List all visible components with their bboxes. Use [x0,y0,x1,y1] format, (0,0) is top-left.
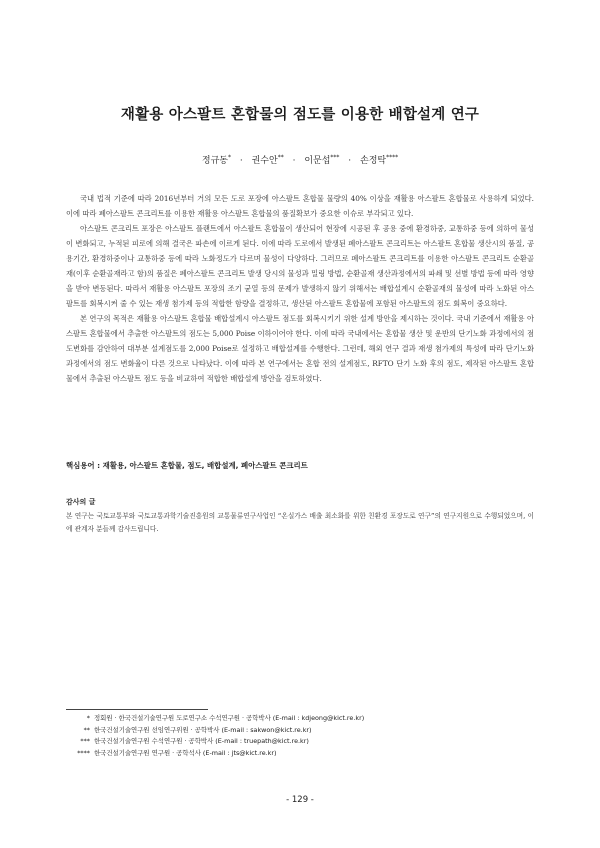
abstract-paragraph: 국내 법적 기준에 따라 2016년부터 거의 모든 도로 포장에 아스팔트 혼합물 물량의 40% 이상을 재활용 아스팔트 혼합물로 사용하게 되었다. 이에 따라 폐아스팔트 콘크리트를 이용한 재활용 아스팔트 혼합물의 품질확보가 중요한 이슈로 부각되고 있다. [66,194,534,218]
footnote-divider [66,709,208,710]
abstract [66,191,534,386]
author-list [0,153,600,166]
footnote: * 정회원 · 한국건설기술연구원 도로연구소 수석연구원 · 공학박사 (E-mail : kdjeong@kict.re.kr) [86,714,365,722]
author-separator: · [239,156,243,166]
author: 정규동* [201,154,231,166]
author: 권수안** [251,154,284,166]
paper-title: 재활용 아스팔트 혼합물의 점도를 이용한 배합설계 연구 [120,107,480,123]
footnote: **** 한국건설기술연구원 연구원 · 공학석사 (E-mail : jts@kict.re.kr) [77,748,277,757]
acknowledgement-body: 본 연구는 국토교통부와 국토교통과학기술진흥원의 교통물류연구사업인 “온실가스 배출 최소화를 위한 친환경 포장도로 연구”의 연구지원으로 수행되었으며, 이에 관계자 분들께 감사드립니다. [66,512,534,533]
author: 손정탁**** [360,154,399,166]
keywords: 핵심용어 : 재활용, 아스팔트 혼합물, 점도, 배합설계, 폐아스팔트 콘크리트 [66,461,308,470]
abstract-paragraph: 아스팔트 콘크리트 포장은 아스팔트 플랜트에서 아스팔트 혼합물이 생산되어 현장에 시공된 후 공용 중에 환경하중, 교통하중 등에 의하여 물성이 변화되고, 누적된 피로에 의해 결국은 파손에 이르게 된다. 이에 따라 도로에서 발생된 폐아스팔트 콘크리트는 아스팔트 혼합물 생산시의 품질, 공용기간, 환경하중이나 교통하중 등에 따라 노화정도가 다르며 물성이 다양하다. 그러므로 폐아스팔트 콘크리트를 이용한 아스팔트 콘크리트 순환골재(이후 순환골재라고 함)의 품질은 폐아스팔트 콘크리트 발생 당시의 물성과 밀링 방법, 순환골재 생산과정에서의 파쇄 및 선별 방법 등에 따라 영향을 받아 변동된다. 따라서 재활용 아스팔트 포장의 조기 균열 등의 문제가 발생하지 않기 위해서는 배합설계시 순환골재의 물성에 따라 노화된 아스팔트를 회복시켜 줄 수 있는 재생 첨가제 등의 적합한 함량을 결정하고, 생산된 아스팔트 혼합물에 포함된 아스팔트의 점도 회복이 중요하다. [66,224,534,308]
footnote: *** 한국건설기술연구원 수석연구원 · 공학박사 (E-mail : truepath@kict.re.kr) [80,737,309,745]
author-separator: · [292,156,296,166]
author-separator: · [348,156,352,166]
footnote: ** 한국건설기술연구원 선임연구위원 · 공학박사 (E-mail : sakwon@kict.re.kr) [83,725,312,734]
abstract-paragraph: 본 연구의 목적은 재활용 아스팔트 혼합물 배합설계시 아스팔트 점도를 회복시키기 위한 설계 방안을 제시하는 것이다. 국내 기준에서 재활용 아스팔트 혼합물에서 추출한 아스팔트의 점도는 5,000 Poise 이하이어야 한다. 이에 따라 국내에서는 혼합물 생산 및 운반의 단기노화 과정에서의 점도변화를 감안하여 대부분 설계점도를 2,000 Poise로 설정하고 배합설계를 수행한다. 그런데, 해외 연구 결과 재생 첨가제의 특성에 따라 단기노화 과정에서의 점도 변화율이 다른 것으로 나타났다. 이에 따라 본 연구에서는 혼합 전의 설계점도, RFTO 단기 노화 후의 점도, 제작된 아스팔트 혼합물에서 추출된 아스팔트 점도 등을 비교하여 적합한 배합설계 방안을 검토하였다. [66,314,534,383]
author: 이문섭*** [304,154,340,166]
page-number: - 129 - [286,795,314,805]
acknowledgement-heading: 감사의 글 [66,498,96,506]
footnotes [66,713,536,759]
